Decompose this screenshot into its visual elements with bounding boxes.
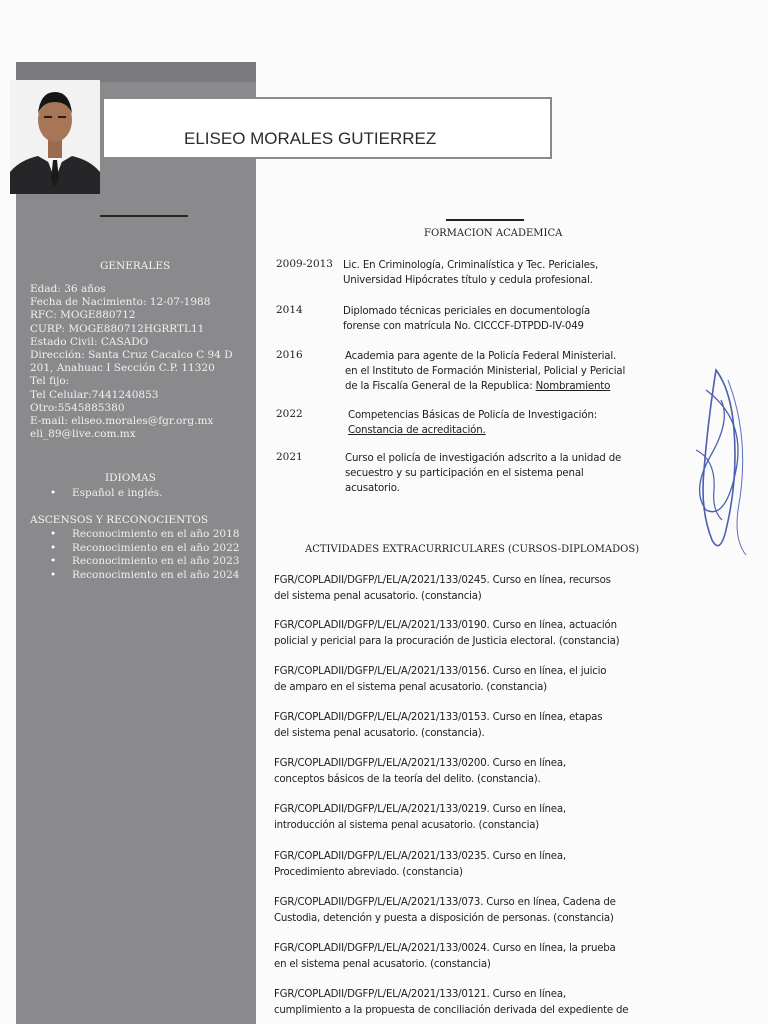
course-item [274, 941, 616, 973]
info-birthdate: Fecha de Nacimiento: 12-07-1988 [30, 296, 211, 309]
edu-year: 2016 [276, 349, 303, 361]
course-line: FGR/COPLADII/DGFP/L/EL/A/2021/133/0153. Curso en línea, etapas [274, 712, 603, 723]
course-item [274, 802, 566, 834]
actividades-title: ACTIVIDADES EXTRACURRICULARES (CURSOS-DIPLOMADOS) [305, 544, 640, 555]
course-line: del sistema penal acusatorio. (constancia) [274, 591, 482, 602]
info-email: E-mail: eliseo.morales@fgr.org.mx [30, 415, 214, 428]
course-line: Procedimiento abreviado. (constancia) [274, 867, 463, 878]
course-item [274, 849, 566, 881]
list-item: • Reconocimiento en el año 2018 [50, 528, 239, 542]
sidebar-divider [100, 215, 188, 217]
edu-line: forense con matrícula No. CICCCF-DTPDD-IV-049 [343, 321, 584, 332]
info-address-2: 201, Anahuac I Sección C.P. 11320 [30, 362, 215, 375]
reconocimientos-list [50, 528, 239, 582]
edu-line: Lic. En Criminología, Criminalística y Tec. Periciales, [343, 260, 599, 271]
course-line: de amparo en el sistema penal acusatorio. (constancia) [274, 682, 547, 693]
course-line: en el sistema penal acusatorio. (constancia) [274, 959, 491, 970]
idiomas-heading: IDIOMAS [105, 472, 156, 484]
course-line: FGR/COPLADII/DGFP/L/EL/A/2021/133/0200. Curso en línea, [274, 758, 566, 769]
info-age: Edad: 36 años [30, 283, 106, 295]
formacion-divider [446, 219, 524, 221]
info-other-phone: Otro:5545885380 [30, 401, 125, 414]
personal-info [30, 283, 233, 441]
edu-line [345, 379, 625, 394]
course-item [274, 710, 602, 742]
course-item [274, 573, 611, 605]
info-email-2: eli_89@live.com.mx [30, 428, 136, 441]
idiomas-list [50, 487, 163, 501]
generales-heading: GENERALES [100, 260, 171, 272]
edu-line: Universidad Hipócrates título y cedula profesional. [343, 275, 593, 286]
edu-description [345, 451, 621, 496]
list-item: • Reconocimiento en el año 2022 [50, 542, 239, 556]
course-line: FGR/COPLADII/DGFP/L/EL/A/2021/133/0235. Curso en línea, [274, 851, 566, 862]
list-item: • Reconocimiento en el año 2023 [50, 555, 239, 569]
course-line: conceptos básicos de la teoría del delito. (constancia). [274, 774, 541, 785]
course-item [274, 664, 606, 696]
edu-year: 2022 [276, 408, 303, 420]
course-line: FGR/COPLADII/DGFP/L/EL/A/2021/133/073. Curso en línea, Cadena de [274, 897, 616, 908]
edu-line: en el Instituto de Formación Ministerial, Policial y Pericial [345, 366, 626, 377]
info-address: Dirección: Santa Cruz Cacalco C 94 D [30, 349, 233, 362]
nombramiento-text: Nombramiento [535, 381, 611, 392]
edu-line: acusatorio. [345, 483, 400, 494]
handwritten-signature [676, 360, 756, 560]
formacion-title: FORMACION ACADEMICA [424, 228, 563, 239]
ascensos-heading: ASCENSOS Y RECONOCIENTOS [30, 514, 209, 526]
edu-year: 2009-2013 [276, 258, 333, 270]
edu-line-text: de la Fiscalía General de la Republica: [345, 381, 536, 392]
course-item [274, 618, 619, 650]
course-item [274, 895, 616, 927]
edu-description [348, 408, 597, 438]
course-line: FGR/COPLADII/DGFP/L/EL/A/2021/133/0219. Curso en línea, [274, 804, 566, 815]
list-item: • Reconocimiento en el año 2024 [50, 569, 239, 583]
person-portrait-icon [10, 80, 100, 194]
edu-year: 2021 [276, 451, 303, 463]
course-line: FGR/COPLADII/DGFP/L/EL/A/2021/133/0121. Curso en línea, [274, 989, 566, 1000]
edu-line: Curso el policía de investigación adscrito a la unidad de [345, 453, 622, 464]
course-line: introducción al sistema penal acusatorio. (constancia) [274, 820, 540, 831]
edu-line: Academia para agente de la Policía Federal Ministerial. [345, 351, 617, 362]
info-phone: Tel fijo: [30, 375, 70, 388]
candidate-name: ELISEO MORALES GUTIERREZ [184, 129, 437, 148]
course-line: del sistema penal acusatorio. (constancia). [274, 728, 485, 739]
edu-description [345, 349, 625, 394]
name-header-box [102, 97, 552, 159]
edu-description [343, 258, 598, 288]
list-item: • Español e inglés. [50, 487, 163, 501]
info-cellphone: Tel Celular:7441240853 [30, 388, 159, 401]
edu-description [343, 304, 590, 334]
course-line: FGR/COPLADII/DGFP/L/EL/A/2021/133/0245. Curso en línea, recursos [274, 575, 611, 586]
sidebar-header-band [16, 62, 256, 82]
profile-photo [10, 80, 100, 194]
course-line: Custodia, detención y puesta a disposición de personas. (constancia) [274, 913, 614, 924]
course-line: FGR/COPLADII/DGFP/L/EL/A/2021/133/0024. Curso en línea, la prueba [274, 943, 616, 954]
course-item [274, 756, 566, 788]
edu-line: Competencias Básicas de Policía de Investigación: [348, 410, 598, 421]
info-curp: CURP: MOGE880712HGRRTL11 [30, 322, 205, 335]
course-line: FGR/COPLADII/DGFP/L/EL/A/2021/133/0156. Curso en línea, el juicio [274, 666, 607, 677]
edu-line: Diplomado técnicas periciales en documentología [343, 306, 591, 317]
info-civil-status: Estado Civil: CASADO [30, 335, 149, 348]
edu-line: secuestro y su participación en el sistema penal [345, 468, 584, 479]
course-item [274, 987, 628, 1019]
course-line: cumplimiento a la propuesta de conciliación derivada del expediente de [274, 1005, 629, 1016]
info-rfc: RFC: MOGE880712 [30, 309, 136, 322]
edu-year: 2014 [276, 304, 303, 316]
acreditacion-text: Constancia de acreditación. [348, 425, 486, 436]
course-line: policial y pericial para la procuración de Justicia electoral. (constancia) [274, 636, 620, 647]
course-line: FGR/COPLADII/DGFP/L/EL/A/2021/133/0190. Curso en línea, actuación [274, 620, 617, 631]
